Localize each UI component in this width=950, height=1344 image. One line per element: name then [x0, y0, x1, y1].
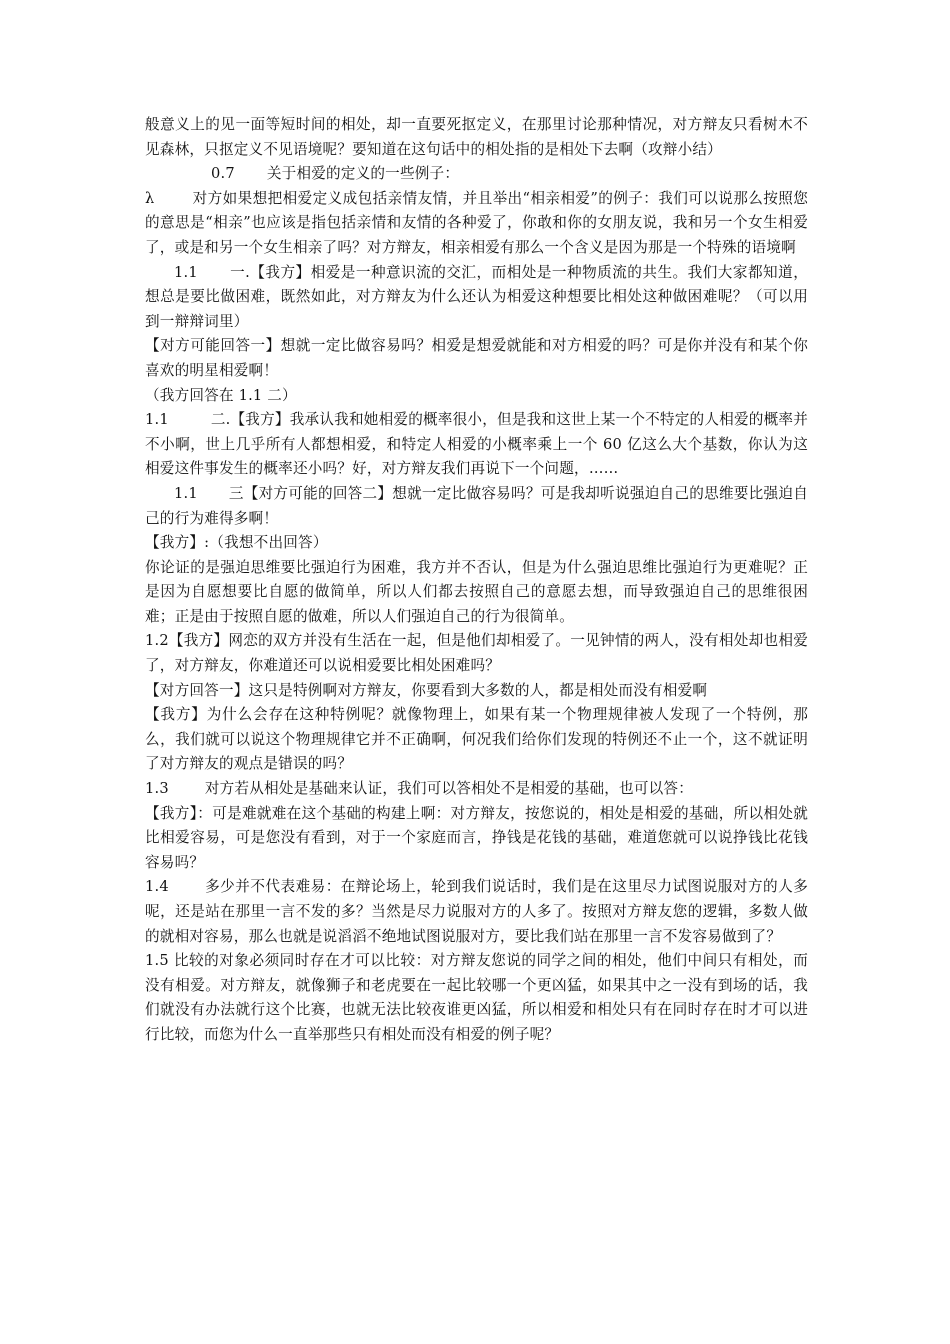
section-number: 1.1 — [145, 411, 169, 429]
paragraph-text: 多少并不代表难易：在辩论场上，轮到我们说话时，我们是在这里尽力试图说服对方的人多呢，还是站在那里一言不发的多？当然是尽力说服对方的人多了。按照对方辩友您的逻辑，多数人做的就相对容易，那么也就是说滔滔不绝地试图说服对方，要比我们站在那里一言不发容易做到了？ — [145, 878, 808, 945]
paragraph-opponent-answer-one — [145, 334, 808, 383]
paragraph-text: 1.2【我方】网恋的双方并没有生活在一起，但是他们却相爱了。一见钟情的两人，没有相处却也相爱了，对方辩友，你难道还可以说相爱要比相处困难吗？ — [145, 632, 808, 675]
paragraph-attack-summary — [145, 113, 808, 162]
paragraph-forced-thinking — [145, 556, 808, 630]
section-number: 1.1 — [174, 263, 198, 281]
paragraph-text: 对方若从相处是基础来认证，我们可以答相处不是相爱的基础，也可以答： — [204, 780, 694, 798]
paragraph-1-4 — [145, 875, 808, 949]
paragraph-1-1-two — [145, 408, 808, 482]
paragraph-1-3 — [145, 777, 808, 802]
paragraph-1-5 — [145, 949, 808, 1047]
paragraph-1-1-three — [145, 482, 808, 531]
paragraph-1-2 — [145, 629, 808, 678]
section-number: 1.1 — [174, 484, 198, 502]
paragraph-our-side-foundation — [145, 802, 808, 876]
paragraph-text: 【对方可能回答一】想就一定比做容易吗？相爱是想爱就能和对方相爱的吗？可是你并没有和某个你喜欢的明星相爱啊！ — [145, 337, 808, 379]
paragraph-text: 你论证的是强迫思维要比强迫行为困难，我方并不否认，但是为什么强迫思维比强迫行为更难呢？正是因为自愿想要比自愿的做简单，所以人们都去按照自己的意愿去想，而导致强迫自己的思维很困难；正是由于按照自愿的做难，所以人们强迫自己的行为很简单。 — [145, 558, 808, 625]
paragraph-heading-0-7 — [145, 162, 808, 187]
paragraph-text: 三【对方可能的回答二】想就一定比做容易吗？可是我却听说强迫自己的思维要比强迫自己的行为难得多啊！ — [145, 484, 808, 527]
paragraph-text: 【我方】为什么会存在这种特例呢？就像物理上，如果有某一个物理规律被人发现了一个特例，那么，我们就可以说这个物理规律它并不正确啊，何况我们给你们发现的特例还不止一个，这不就证明了对方辩友的观点是错误的吗？ — [145, 706, 808, 773]
paragraph-text: （我方回答在 1.1 二） — [145, 386, 297, 404]
paragraph-text: 般意义上的见一面等短时间的相处，却一直要死抠定义，在那里讨论那种情况，对方辩友只看树木不见森林，只抠定义不见语境呢？要知道在这句话中的相处指的是相处下去啊（攻辩小结） — [145, 116, 808, 158]
paragraph-lambda-example — [145, 187, 808, 261]
section-number: 1.3 — [145, 780, 169, 798]
paragraph-text: 一.【我方】相爱是一种意识流的交汇，而相处是一种物质流的共生。我们大家都知道，想总是要比做困难，既然如此，对方辩友为什么还认为相爱这种想要比相处这种做困难呢？（可以用到一辩辩词里） — [145, 263, 808, 330]
section-title: 关于相爱的定义的一些例子： — [266, 165, 460, 183]
paragraph-opponent-answer-exception — [145, 679, 808, 704]
paragraph-our-side-physics — [145, 703, 808, 777]
document-body — [145, 113, 808, 1048]
paragraph-text: 1.5 比较的对象必须同时存在才可以比较：对方辩友您说的同学之间的相处，他们中间只有相处，而没有相爱。对方辩友，就像狮子和老虎要在一起比较哪一个更凶猛，如果其中之一没有到场的话，我们就没有办法就行这个比赛，也就无法比较夜谁更凶猛，所以相爱和相处只有在同时存在时才可以进行比较，而您为什么一直举那些只有相处而没有相爱的例子呢？ — [145, 952, 808, 1043]
paragraph-text: 【对方回答一】这只是特例啊对方辩友，你要看到大多数的人，都是相处而没有相爱啊 — [145, 681, 708, 699]
paragraph-text: 【我方】：可是难就难在这个基础的构建上啊：对方辩友，按您说的，相处是相爱的基础，所以相处就比相爱容易，可是您没有看到，对于一个家庭而言，挣钱是花钱的基础，难道您就可以说挣钱比花钱容易吗？ — [145, 804, 808, 871]
section-number: 0.7 — [211, 165, 235, 183]
paragraph-our-side-no-answer — [145, 531, 808, 556]
bullet-symbol: λ — [145, 189, 155, 207]
paragraph-text: 对方如果想把相爱定义成包括亲情友情，并且举出“相亲相爱”的例子：我们可以说那么按照您的意思是“相亲”也应该是指包括亲情和友情的各种爱了，你敢和你的女朋友说，我和另一个女生相爱了，或是和另一个女生相亲了吗？对方辩友，相亲相爱有那么一个含义是因为那是一个特殊的语境啊 — [145, 189, 808, 256]
section-number: 1.4 — [145, 878, 169, 896]
paragraph-1-1-one — [145, 261, 808, 335]
paragraph-our-answer-ref — [145, 384, 808, 409]
paragraph-text: 二.【我方】我承认我和她相爱的概率很小，但是我和这世上某一个不特定的人相爱的概率并不小啊，世上几乎所有人都想相爱，和特定人相爱的小概率乘上一个 60 亿这么大个基数，你认为这相爱这件事发生的概率还小吗？好，对方辩友我们再说下一个问题，…… — [145, 411, 808, 478]
paragraph-text: 【我方】:（我想不出回答） — [145, 534, 328, 552]
